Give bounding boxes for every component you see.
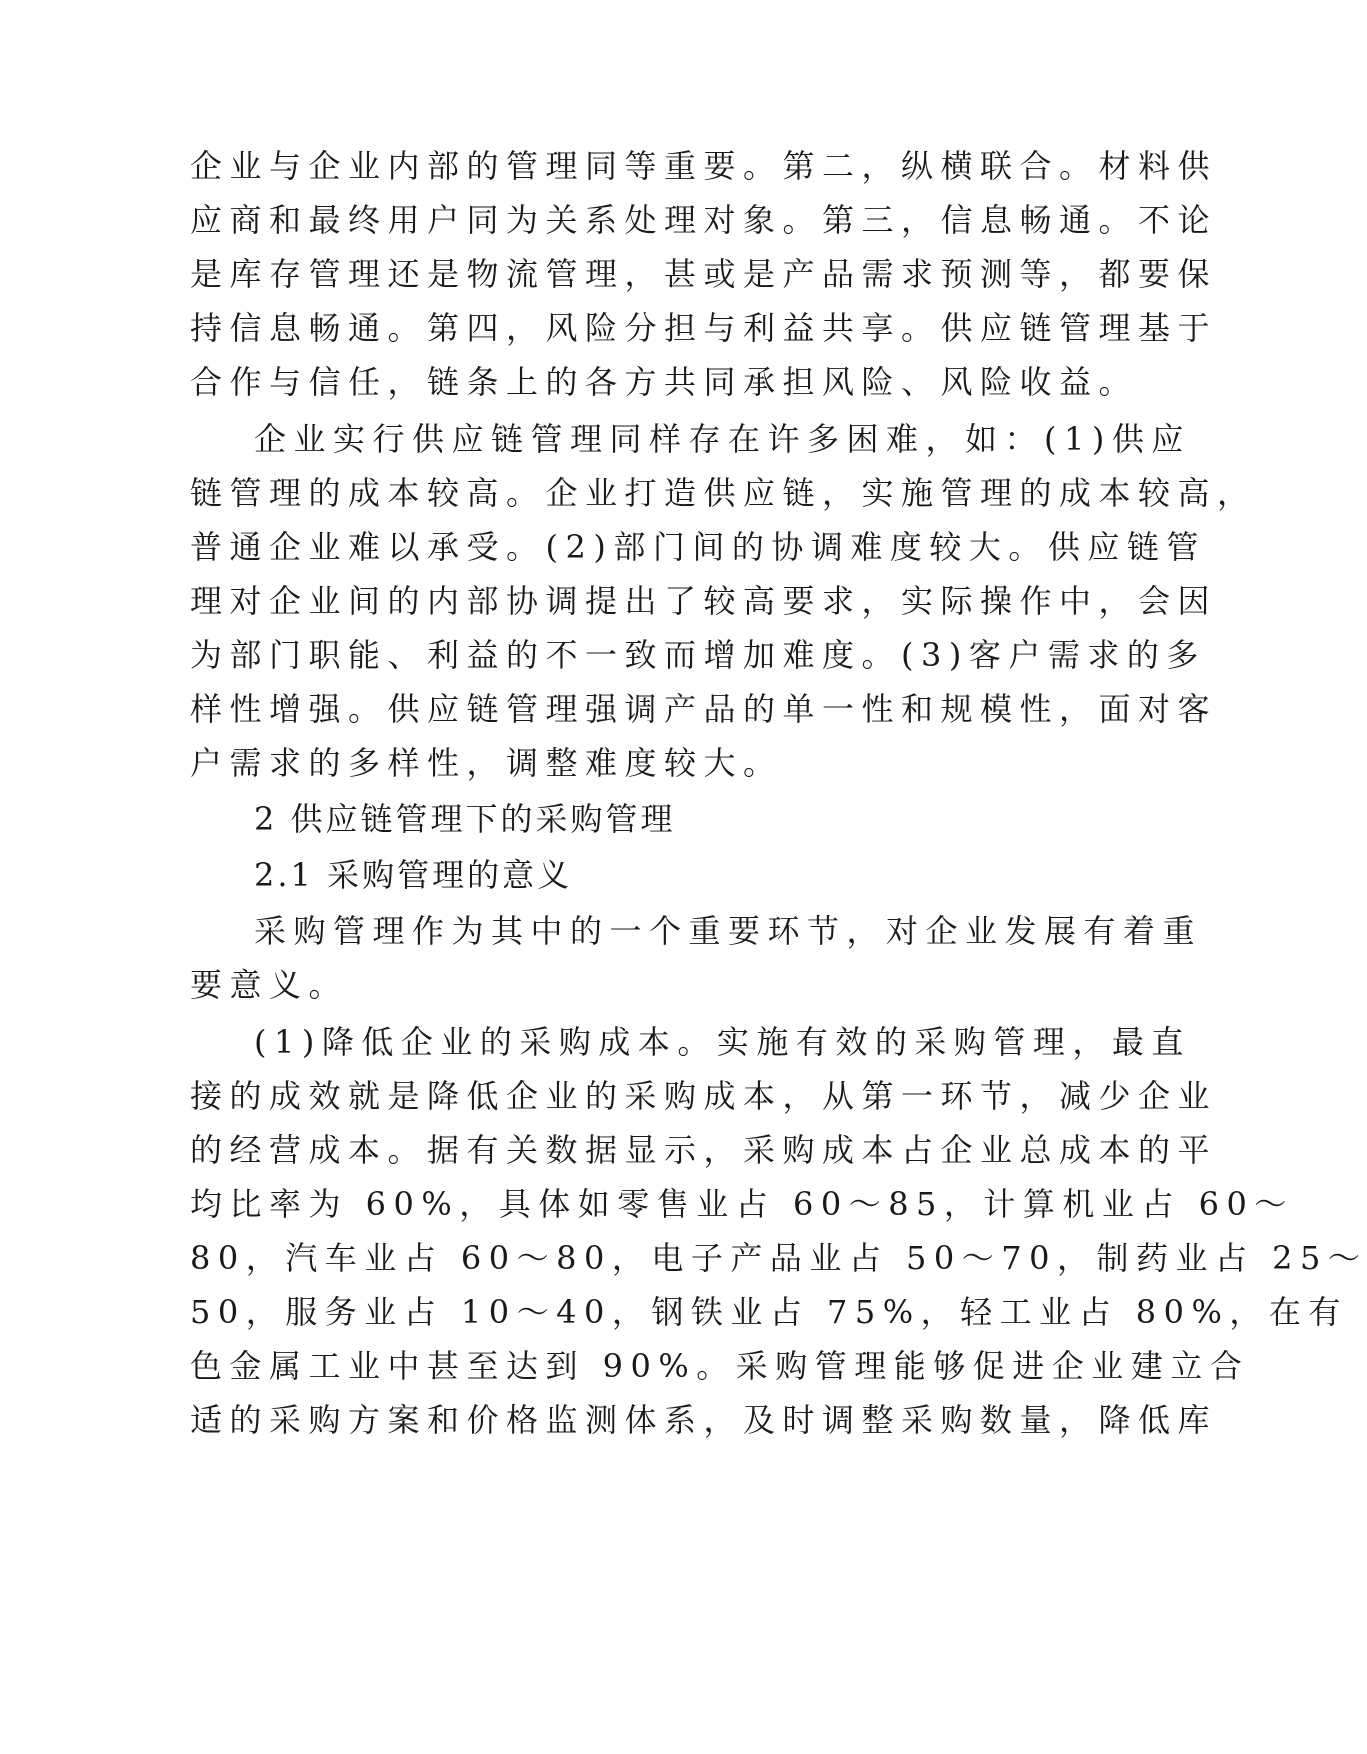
paragraph-4-line-8: 适的采购方案和价格监测体系，及时调整采购数量，降低库 <box>190 1401 1218 1439</box>
paragraph-2-line-3: 普通企业难以承受。(2)部门间的协调难度较大。供应链管 <box>190 528 1206 566</box>
paragraph-3-line-2: 要意义。 <box>190 966 349 1004</box>
section-heading: 2 供应链管理下的采购管理 <box>254 800 676 838</box>
paragraph-4-line-6: 50，服务业占 10～40，钢铁业占 75%，轻工业占 80%，在有 <box>190 1293 1348 1331</box>
subsection-heading: 2.1 采购管理的意义 <box>254 856 573 894</box>
paragraph-4-line-1: (1)降低企业的采购成本。实施有效的采购管理，最直 <box>254 1023 1191 1061</box>
paragraph-2-line-2: 链管理的成本较高。企业打造供应链，实施管理的成本较高， <box>190 474 1257 512</box>
paragraph-2-line-4: 理对企业间的内部协调提出了较高要求，实际操作中，会因 <box>190 582 1218 620</box>
paragraph-3-line-1: 采购管理作为其中的一个重要环节，对企业发展有着重 <box>254 912 1203 950</box>
paragraph-2-line-7: 户需求的多样性，调整难度较大。 <box>190 744 783 782</box>
paragraph-4-line-5: 80，汽车业占 60～80，电子产品业占 50～70，制药业占 25～ <box>190 1239 1367 1277</box>
paragraph-2-line-1: 企业实行供应链管理同样存在许多困难，如：(1)供应 <box>254 420 1191 458</box>
paragraph-4-line-7: 色金属工业中甚至达到 90%。采购管理能够促进企业建立合 <box>190 1347 1250 1385</box>
paragraph-4-line-3: 的经营成本。据有关数据显示，采购成本占企业总成本的平 <box>190 1131 1218 1169</box>
paragraph-2-line-6: 样性增强。供应链管理强调产品的单一性和规模性，面对客 <box>190 690 1218 728</box>
paragraph-4-line-2: 接的成效就是降低企业的采购成本，从第一环节，减少企业 <box>190 1077 1218 1115</box>
paragraph-1-line-3: 是库存管理还是物流管理，甚或是产品需求预测等，都要保 <box>190 255 1218 293</box>
paragraph-1-line-1: 企业与企业内部的管理同等重要。第二，纵横联合。材料供 <box>190 147 1218 185</box>
paragraph-1-line-2: 应商和最终用户同为关系处理对象。第三，信息畅通。不论 <box>190 201 1218 239</box>
paragraph-2-line-5: 为部门职能、利益的不一致而增加难度。(3)客户需求的多 <box>190 636 1206 674</box>
paragraph-1-line-4: 持信息畅通。第四，风险分担与利益共享。供应链管理基于 <box>190 309 1218 347</box>
paragraph-1-line-5: 合作与信任，链条上的各方共同承担风险、风险收益。 <box>190 363 1139 401</box>
paragraph-4-line-4: 均比率为 60%，具体如零售业占 60～85，计算机业占 60～ <box>190 1185 1294 1223</box>
